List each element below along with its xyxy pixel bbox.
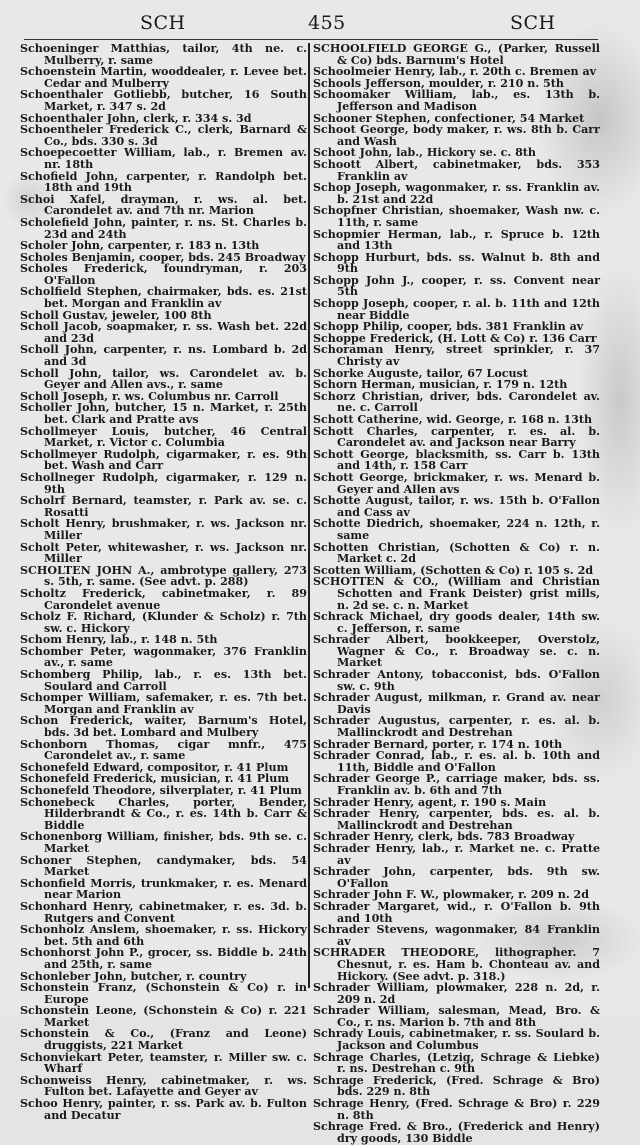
directory-entry: Schrady Louis, cabinetmaker, r. ss. Soulard b. Jackson and Columbus [313,1027,600,1053]
directory-entry: Scholes Benjamin, cooper, bds. 245 Broadway [20,250,306,264]
directory-entry: Schoraman Henry, street sprinkler, r. 37 Christy av [313,343,600,369]
directory-entry: Scholl John, tailor, ws. Carondelet av. b. Geyer and Allen avs., r. same [20,366,307,392]
directory-entry: Schoolmeier Henry, lab., r. 20th c. Bremen av [313,65,597,79]
directory-entry: Schoeninger Matthias, tailor, 4th ne. c. Mulberry, r. same [20,42,307,67]
directory-entry: Schopp Hurburt, bds. ss. Walnut b. 8th and 9th [313,250,600,276]
directory-entry: Scholz F. Richard, (Klunder & Scholz) r. 7th sw. c. Hickory [20,610,307,635]
directory-entry: Schrage Fred. & Bro., (Frederick and Henry) dry goods, 130 Biddle [313,1120,600,1145]
directory-entry: Scholl Gustav, jeweler, 100 8th [20,308,212,322]
running-head-left: SCH [140,12,186,34]
directory-entry: Schollneger Rudolph, cigarmaker, r. 129 n. 9th [20,470,307,496]
directory-entry: Schorz Christian, driver, bds. Carondelet av. ne. c. Carroll [313,389,600,415]
directory-entry: Schonefeld Frederick, musician, r. 41 Plum [20,772,290,786]
directory-entry: Schonborn Thomas, cigar mnfr., 475 Carondelet av., r. same [20,737,307,763]
directory-entry: Schoot John, lab., Hickory se. c. 8th [313,146,536,160]
directory-entry: Schoott Albert, cabinetmaker, bds. 353 Franklin av [313,157,600,183]
directory-entry: Schrader Stevens, wagonmaker, 84 Franklin av [313,923,600,948]
directory-entry: Schonhard Henry, cabinetmaker, r. es. 3d. b. Rutgers and Convent [20,899,307,925]
directory-entry: Scholl Jacob, soapmaker, r. ss. Wash bet. 22d and 23d [20,320,307,345]
directory-entry: Schrader John F. W., plowmaker, r. 209 n. 2d [313,888,590,902]
directory-entry: Scholer John, carpenter, r. 183 n. 13th [20,239,260,253]
directory-entry: Schrader John, carpenter, bds. 9th sw. O'Fallon [313,865,600,890]
directory-entry: Scotten William, (Schotten & Co) r. 105 s. 2d [313,563,594,577]
directory-entry: Scholl Joseph, r. ws. Columbus nr. Carroll [20,389,279,403]
directory-entry: Schom Henry, lab., r. 148 n. 5th [20,633,218,647]
directory-entry: Scholrf Bernard, teamster, r. Park av. se. c. Rosatti [20,494,307,519]
directory-entry: Schrader Margaret, wid., r. O'Fallon b. 9th and 10th [313,899,600,925]
directory-entry: Schrader Bernard, porter, r. 174 n. 10th [313,737,563,751]
directory-entry: Scholtz Frederick, cabinetmaker, r. 89 Carondelet avenue [20,586,307,612]
directory-entry: Scholes Frederick, foundryman, r. 203 O'Fallon [20,262,307,287]
directory-entry: Schonweiss Henry, cabinetmaker, r. ws. Fulton bet. Lafayette and Geyer av [20,1073,307,1099]
directory-entry: Schonfield Morris, trunkmaker, r. es. Menard near Marion [20,876,307,902]
directory-entry: Schorke Auguste, tailor, 67 Locust [313,366,528,380]
directory-entry: Schrader William, plowmaker, 228 n. 2d, r. 209 n. 2d [313,981,600,1006]
directory-entry: Schoot George, body maker, r. ws. 8th b. Carr and Wash [313,123,600,148]
directory-entry: Schonviekart Peter, teamster, r. Miller sw. c. Wharf [20,1050,307,1076]
header-rule [24,39,598,40]
directory-entry: Schop Joseph, wagonmaker, r. ss. Franklin av. b. 21st and 22d [313,181,600,206]
directory-entry: Scholefield John, painter, r. ns. St. Charles b. 23d and 24th [20,215,307,241]
directory-entry: Schollmeyer Louis, butcher, 46 Central Market, r. Victor c. Columbia [20,424,307,450]
directory-entry: Schopmier Herman, lab., r. Spruce b. 12th and 13th [313,227,600,253]
directory-entry: Schoenstein Martin, wooddealer, r. Levee bet. Cedar and Mulberry [20,65,307,90]
directory-entry: Scholl John, carpenter, r. ns. Lombard b. 2d and 3d [20,343,307,369]
directory-entry: Schrader Antony, tobacconist, bds. O'Fallon sw. c. 9th [313,668,600,693]
directory-entry: Schrader Henry, lab., r. Market ne. c. Pratte av [313,841,600,867]
directory-entry: Schrader William, salesman, Mead, Bro. & Co., r. ns. Marion b. 7th and 8th [313,1004,600,1029]
directory-entry: Schrader Henry, clerk, bds. 783 Broadway [313,830,575,844]
directory-entry: Schoepecoetter William, lab., r. Bremen av. nr. 18th [20,146,307,171]
directory-entry: Schotte Diedrich, shoemaker, 224 n. 12th, r. same [313,517,600,542]
directory-entry: Schofield John, carpenter, r. Randolph bet. 18th and 19th [20,169,307,195]
directory-entry: Schonefeld Theodore, silverplater, r. 41 Plum [20,784,302,797]
directory-entry: Schonebeck Charles, porter, Bender, Hilderbrandt & Co., r. es. 14th b. Carr & Biddle [20,795,307,832]
directory-entry: Schoi Xafel, drayman, r. ws. al. bet. Carondelet av. and 7th nr. Marion [20,192,307,218]
directory-entry: Scholfield Stephen, chairmaker, bds. es. 21st bet. Morgan and Franklin av [20,285,307,311]
directory-entry: Schonstein & Co., (Franz and Leone) druggists, 221 Market [20,1027,307,1053]
directory-entry: SCHOOLFIELD GEORGE G., (Parker, Russell & Co) bds. Barnum's Hotel [313,42,600,67]
directory-entry: Schonstein Leone, (Schonstein & Co) r. 221 Market [20,1004,307,1029]
directory-entry: Schrader Conrad, lab., r. es. al. b. 10th and 11th, Biddle and O'Fallon [313,749,600,774]
directory-entry: Schollmeyer Rudolph, cigarmaker, r. es. 9th bet. Wash and Carr [20,447,307,473]
directory-entry: Schoppe Frederick, (H. Lott & Co) r. 136 Carr [313,331,597,345]
left-column [20,43,307,1121]
directory-entry: Schonleber John, butcher, r. country [20,969,247,983]
directory-entry: Schoentheler Frederick C., clerk, Barnard & Co., bds. 330 s. 3d [20,123,307,148]
directory-entry: Schrader Henry, agent, r. 190 s. Main [313,795,547,809]
directory-entry: Scholt Peter, whitewasher, r. ws. Jackson nr. Miller [20,540,307,566]
directory-entry: Schomber Peter, wagonmaker, 376 Franklin av., r. same [20,644,307,670]
directory-entry: Schools Jefferson, moulder, r. 210 n. 5th [313,76,564,90]
directory-entry: Schoenthaler Gotliebb, butcher, 16 South Market, r. 347 s. 2d [20,88,307,113]
page-header [60,12,600,40]
directory-entry: Schrader George P., carriage maker, bds. ss. Franklin av. b. 6th and 7th [313,772,600,797]
directory-entry: Schonstein Franz, (Schonstein & Co) r. in Europe [20,981,307,1006]
directory-entry: Schorn Herman, musician, r. 179 n. 12th [313,378,568,392]
directory-entry: Schott George, brickmaker, r. ws. Menard b. Geyer and Allen avs [313,470,600,496]
directory-entry: Schott Charles, carpenter, r. es. al. b. Carondelet av. and Jackson near Barry [313,424,600,450]
directory-entry: Schonholz Anslem, shoemaker, r. ss. Hickory bet. 5th and 6th [20,923,307,948]
directory-entry: Schopp John J., cooper, r. ss. Convent near 5th [313,273,600,299]
directory-entry: SCHRADER THEODORE, lithographer. 7 Chesnut, r. es. Ham b. Chonteau av. and Hickory. (See advt. p. 318.) [313,946,600,983]
page-number: 455 [308,12,346,34]
directory-entry: Scholler John, butcher, 15 n. Market, r. 25th bet. Clark and Pratte avs [20,401,307,426]
directory-entry: Schonenborg William, finisher, bds. 9th se. c. Market [20,830,307,855]
directory-entry: Schrader Augustus, carpenter, r. es. al. b. Mallinckrodt and Destrehan [313,714,600,740]
directory-entry: Schomper William, safemaker, r. es. 7th bet. Morgan and Franklin av [20,691,307,716]
running-head-right: SCH [510,12,556,34]
directory-entry: Schrage Charles, (Letzig, Schrage & Liebke) r. ns. Destrehan c. 9th [313,1050,600,1076]
directory-entry: SCHOLTEN JOHN A., ambrotype gallery, 273 s. 5th, r. same. (See advt. p. 288) [20,563,307,589]
directory-entry: Schopp Philip, cooper, bds. 381 Franklin av [313,320,584,334]
directory-entry: Schotte August, tailor, r. ws. 15th b. O'Fallon and Cass av [313,494,600,519]
directory-entry: Schrader Albert, bookkeeper, Overstolz, Wagner & Co., r. Broadway se. c. n. Market [313,633,600,670]
directory-entry: Schotten Christian, (Schotten & Co) r. n. Market c. 2d [313,540,600,566]
directory-entry: Scholt Henry, brushmaker, r. ws. Jackson nr. Miller [20,517,307,542]
directory-entry: Schoo Henry, painter, r. ss. Park av. b. Fulton and Decatur [20,1097,307,1122]
right-column [313,43,600,1144]
directory-entry: Schonefeld Edward, compositor, r. 41 Plum [20,760,289,774]
directory-entry: Schonhorst John P., grocer, ss. Biddle b. 24th and 25th, r. same [20,946,307,971]
directory-entry: Schrader August, milkman, r. Grand av. near Davis [313,691,600,716]
directory-entry: Schrage Frederick, (Fred. Schrage & Bro) bds. 229 n. 8th [313,1073,600,1099]
directory-entry: Schomberg Philip, lab., r. es. 13th bet. Soulard and Carroll [20,668,307,693]
directory-entry: Schoenthaler John, clerk, r. 334 s. 3d [20,111,252,125]
directory-entry: Schott George, blacksmith, ss. Carr b. 13th and 14th, r. 158 Carr [313,447,600,473]
directory-entry: Schrader Henry, carpenter, bds. es. al. b. Mallinckrodt and Destrehan [313,807,600,832]
directory-entry: Schrage Henry, (Fred. Schrage & Bro) r. 229 n. 8th [313,1097,600,1122]
column-divider [308,43,310,988]
directory-entry: Schoomaker William, lab., es. 13th b. Jefferson and Madison [313,88,600,113]
directory-entry: SCHOTTEN & CO., (William and Christian Schotten and Frank Deister) grist mills, n. 2d se. c. n. Market [313,575,600,612]
directory-entry: Schoner Stephen, candymaker, bds. 54 Market [20,853,307,879]
directory-entry: Schrack Michael, dry goods dealer, 14th sw. c. Jefferson, r. same [313,610,600,635]
directory-entry: Schott Catherine, wid. George, r. 168 n. 13th [313,413,593,426]
directory-entry: Schopp Joseph, cooper, r. al. b. 11th and 12th near Biddle [313,297,600,322]
directory-entry: Schon Frederick, waiter, Barnum's Hotel, bds. 3d bet. Lombard and Mulbery [20,714,307,740]
directory-entry: Schooner Stephen, confectioner, 54 Market [313,111,585,125]
directory-entry: Schopfner Christian, shoemaker, Wash nw. c. 11th, r. same [313,204,600,229]
